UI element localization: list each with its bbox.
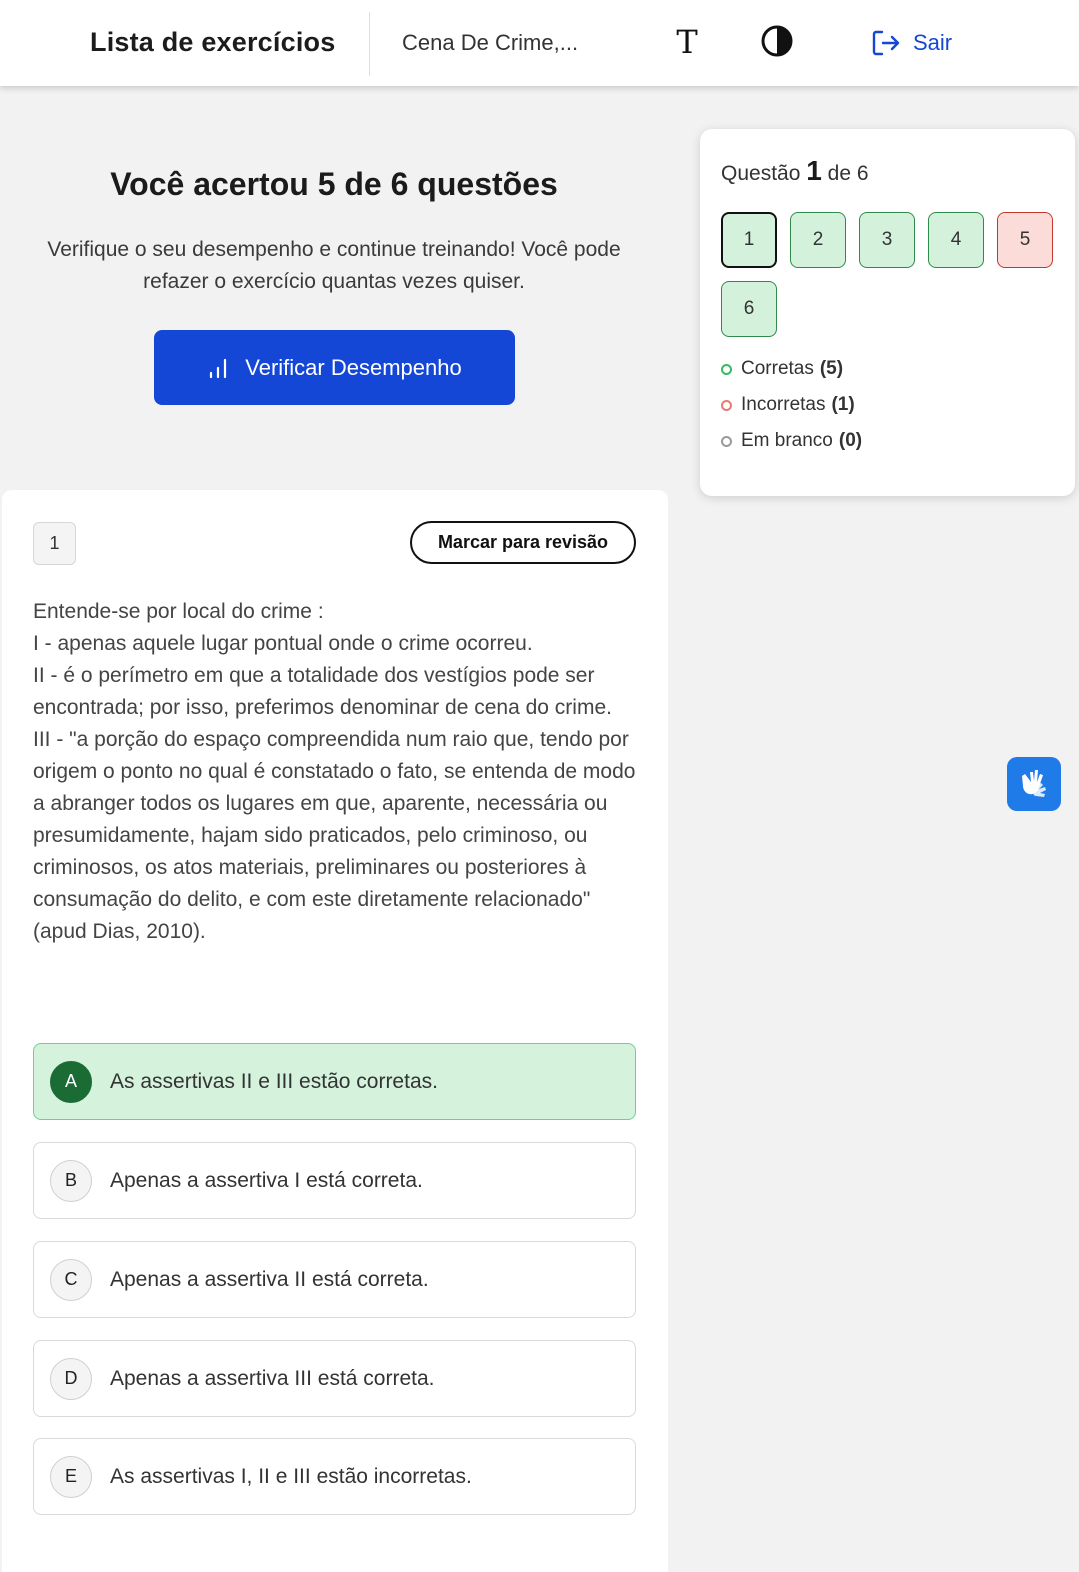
statement-line: Entende-se por local do crime : bbox=[33, 600, 324, 623]
top-bar bbox=[0, 0, 1079, 86]
question-nav-6[interactable]: 6 bbox=[721, 281, 777, 337]
mark-for-review-button[interactable]: Marcar para revisão bbox=[410, 521, 636, 564]
breadcrumb[interactable]: Cena De Crime,... bbox=[402, 30, 579, 55]
statement-line: I - apenas aquele lugar pontual onde o crime ocorreu. bbox=[33, 632, 533, 655]
result-message: Verifique o seu desempenho e continue treinando! Você pode refazer o exercício quantas vezes quiser. bbox=[47, 238, 621, 293]
option-letter: A bbox=[50, 1061, 92, 1103]
logout-icon bbox=[871, 28, 901, 58]
app-title: Lista de exercícios bbox=[90, 27, 336, 57]
blank-dot-icon bbox=[721, 436, 732, 447]
contrast-icon[interactable] bbox=[760, 24, 794, 58]
option-d[interactable] bbox=[33, 1340, 636, 1417]
check-performance-button[interactable] bbox=[154, 330, 515, 405]
check-performance-label: Verificar Desempenho bbox=[245, 354, 462, 380]
option-b[interactable] bbox=[33, 1142, 636, 1219]
legend-blank: Em branco (0) bbox=[721, 430, 862, 452]
sign-language-button[interactable] bbox=[1007, 757, 1061, 811]
question-nav-1[interactable]: 1 bbox=[721, 212, 777, 268]
statement-line: III - "a porção do espaço compreendida num raio que, tendo por origem o ponto no qual é constatado o fato, se entenda de modo a abranger todos os lugares em que, aparente, necessária ou presumidamente, hajam sido praticados, pelo criminoso, ou criminosos, os atos materiais, preliminares ou posteriores à consumação do delito, e com este diretamente relacionado" (apud Dias, 2010). bbox=[33, 728, 636, 943]
option-e[interactable] bbox=[33, 1438, 636, 1515]
question-nav-2[interactable]: 2 bbox=[790, 212, 846, 268]
logout-label: Sair bbox=[913, 30, 953, 55]
option-c[interactable] bbox=[33, 1241, 636, 1318]
sign-language-hands-icon bbox=[1016, 766, 1052, 802]
logout-button[interactable] bbox=[871, 26, 952, 60]
correct-dot-icon bbox=[721, 364, 732, 375]
statement-line: II - é o perímetro em que a totalidade dos vestígios pode ser encontrada; por isso, preferimos denominar de cena do crime. bbox=[33, 664, 612, 719]
question-card bbox=[2, 490, 668, 1572]
question-nav-3[interactable]: 3 bbox=[859, 212, 915, 268]
question-statement bbox=[33, 596, 637, 948]
option-text: As assertivas II e III estão corretas. bbox=[110, 1069, 438, 1093]
option-a[interactable] bbox=[33, 1043, 636, 1120]
option-letter: D bbox=[50, 1358, 92, 1400]
option-text: As assertivas I, II e III estão incorretas. bbox=[110, 1464, 472, 1488]
legend-correct: Corretas (5) bbox=[721, 358, 843, 380]
option-letter: B bbox=[50, 1160, 92, 1202]
result-title: Você acertou 5 de 6 questões bbox=[110, 166, 558, 202]
question-number-badge: 1 bbox=[33, 522, 76, 565]
option-text: Apenas a assertiva I está correta. bbox=[110, 1168, 423, 1192]
text-size-icon[interactable]: T bbox=[676, 23, 698, 61]
option-text: Apenas a assertiva II está correta. bbox=[110, 1267, 429, 1291]
question-navigator bbox=[700, 129, 1075, 496]
header-divider bbox=[369, 12, 370, 76]
legend-incorrect: Incorretas (1) bbox=[721, 394, 855, 416]
question-nav-4[interactable]: 4 bbox=[928, 212, 984, 268]
bar-chart-icon bbox=[207, 357, 229, 379]
option-letter: E bbox=[50, 1456, 92, 1498]
option-text: Apenas a assertiva III está correta. bbox=[110, 1366, 435, 1390]
incorrect-dot-icon bbox=[721, 400, 732, 411]
option-letter: C bbox=[50, 1259, 92, 1301]
question-nav-5[interactable]: 5 bbox=[997, 212, 1053, 268]
question-counter: Questão 1 de 6 bbox=[721, 155, 869, 186]
